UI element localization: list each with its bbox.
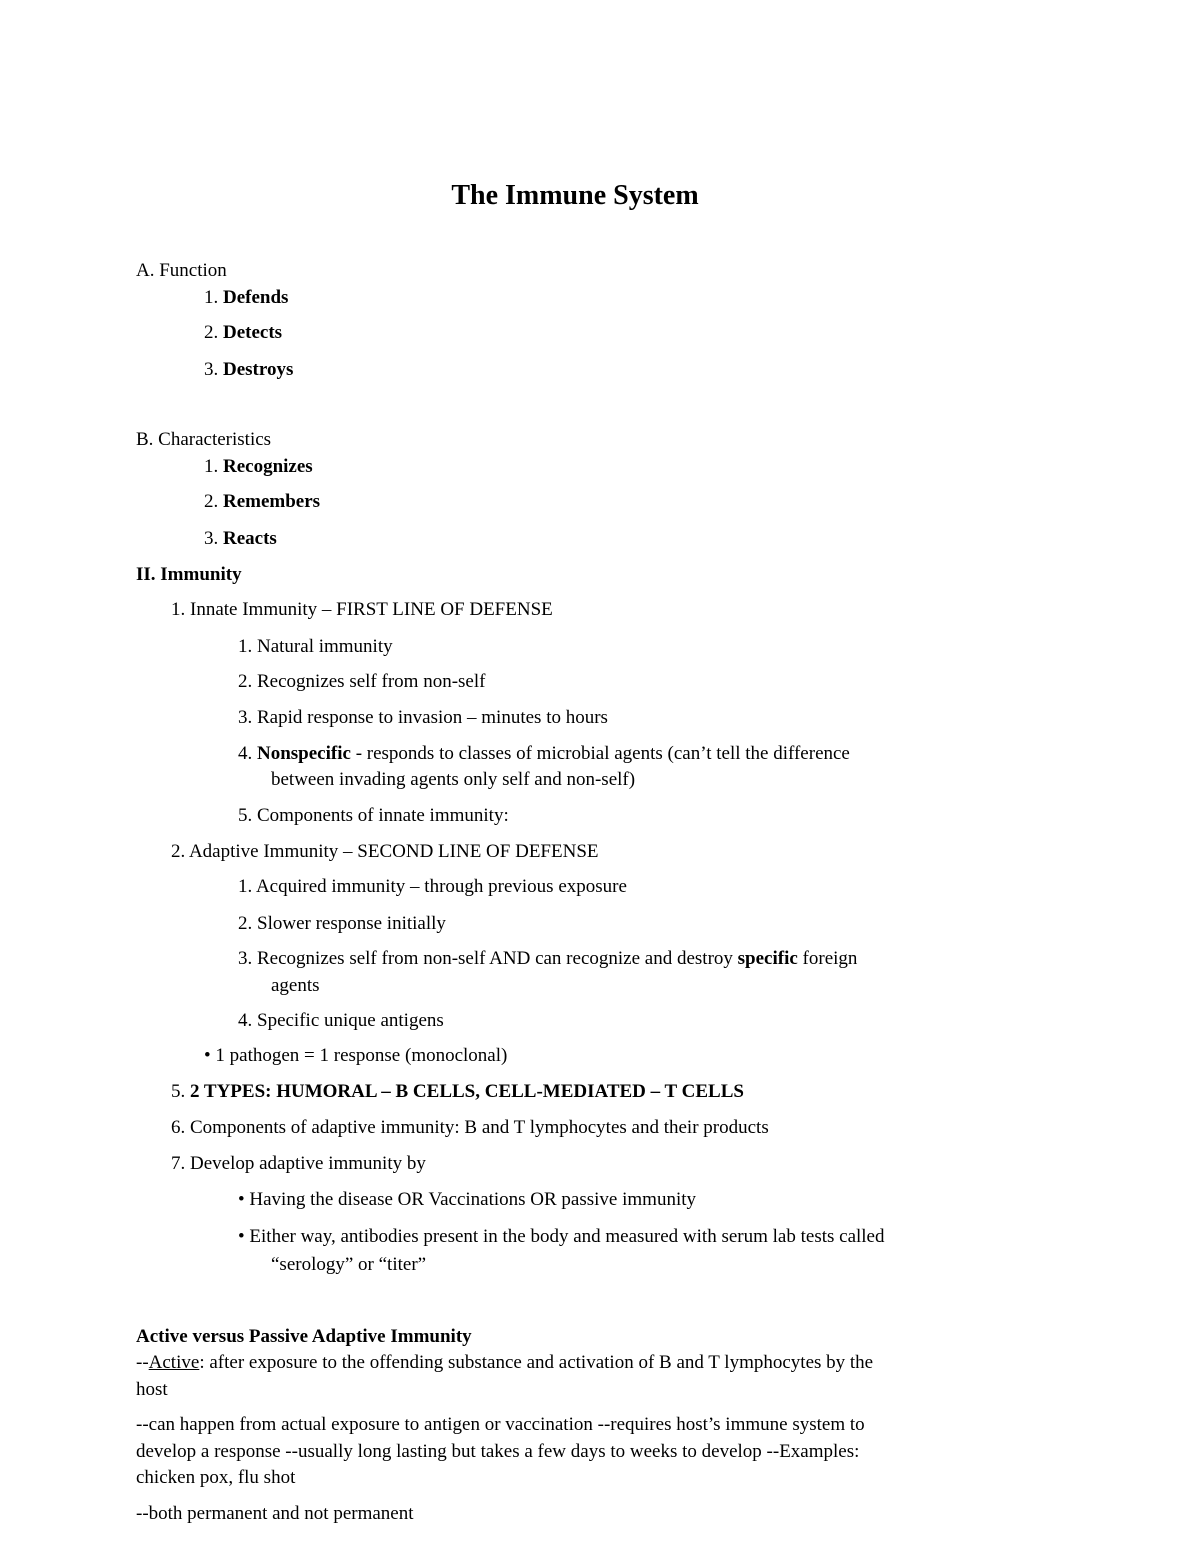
list-item: 6. Components of adaptive immunity: B and T lymphocytes and their products [171, 1117, 769, 1138]
list-item: 1. Defends [204, 287, 289, 308]
list-item: 3. Rapid response to invasion – minutes to hours [238, 707, 608, 728]
bullet-item-continuation: “serology” or “titer” [271, 1254, 427, 1275]
list-item: 3. Destroys [204, 359, 294, 380]
list-item-continuation: agents [271, 975, 320, 996]
list-item: 2. Detects [204, 322, 283, 343]
list-item: 4. Nonspecific - responds to classes of microbial agents (can’t tell the difference [238, 743, 850, 764]
bullet-item: • Either way, antibodies present in the body and measured with serum lab tests called [238, 1226, 885, 1247]
list-item: 1. Recognizes [204, 456, 313, 477]
paragraph-line: chicken pox, flu shot [136, 1467, 296, 1488]
paragraph-line: develop a response --usually long lasting but takes a few days to weeks to develop --Examples: [136, 1441, 860, 1462]
section-b-heading: B. Characteristics [136, 429, 272, 450]
adaptive-immunity-label: 2. Adaptive Immunity – SECOND LINE OF DEFENSE [171, 841, 599, 862]
section-a-heading: A. Function [136, 260, 227, 281]
list-item: 1. Natural immunity [238, 636, 393, 657]
page-title: The Immune System [451, 180, 699, 211]
bullet-item: • Having the disease OR Vaccinations OR passive immunity [238, 1189, 697, 1210]
paragraph-line: --Active: after exposure to the offending substance and activation of B and T lymphocytes by the [136, 1352, 874, 1373]
paragraph-line: host [136, 1379, 168, 1400]
list-item: 7. Develop adaptive immunity by [171, 1153, 426, 1174]
list-item: 5. Components of innate immunity: [238, 805, 509, 826]
active-passive-heading: Active versus Passive Adaptive Immunity [136, 1326, 472, 1347]
paragraph-line: --can happen from actual exposure to antigen or vaccination --requires host’s immune system to [136, 1414, 865, 1435]
list-item: 2. Slower response initially [238, 913, 446, 934]
list-item: 2. Recognizes self from non-self [238, 671, 486, 692]
list-item: 3. Recognizes self from non-self AND can recognize and destroy specific foreign [238, 948, 858, 969]
innate-immunity-label: 1. Innate Immunity – FIRST LINE OF DEFENSE [171, 599, 553, 620]
list-item-continuation: between invading agents only self and non-self) [271, 769, 636, 790]
list-item: 1. Acquired immunity – through previous exposure [238, 876, 627, 897]
section-ii-heading: II. Immunity [136, 564, 242, 585]
list-item: 4. Specific unique antigens [238, 1010, 444, 1031]
bullet-item: • 1 pathogen = 1 response (monoclonal) [204, 1045, 508, 1066]
paragraph-line: --both permanent and not permanent [136, 1503, 414, 1524]
list-item: 2. Remembers [204, 491, 321, 512]
list-item: 5. 2 TYPES: HUMORAL – B CELLS, CELL-MEDIATED – T CELLS [171, 1081, 744, 1102]
list-item: 3. Reacts [204, 528, 277, 549]
